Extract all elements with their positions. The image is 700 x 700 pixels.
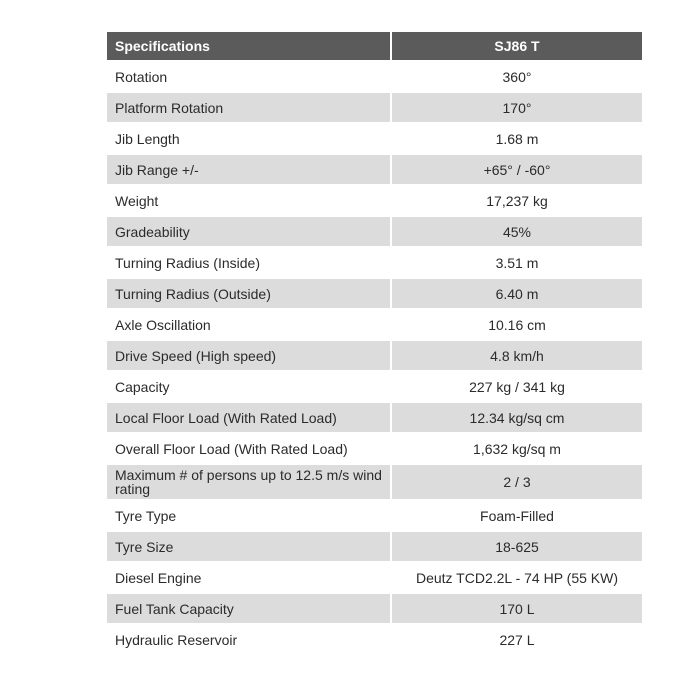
specifications-table xyxy=(105,30,644,656)
specifications-header: Specifications xyxy=(107,32,390,60)
table-row xyxy=(107,372,642,401)
spec-label: Axle Oscillation xyxy=(115,316,211,333)
table-row xyxy=(107,434,642,463)
table-row xyxy=(107,465,642,499)
spec-value: +65° / -60° xyxy=(392,155,642,184)
spec-label: Tyre Size xyxy=(107,532,390,561)
spec-label: Diesel Engine xyxy=(115,569,202,586)
table-row xyxy=(107,532,642,561)
table-header-row xyxy=(107,32,642,60)
table-row xyxy=(107,594,642,623)
spec-label: Maximum # of persons up to 12.5 m/s wind rating xyxy=(107,465,390,499)
table-row xyxy=(107,186,642,215)
spec-label: Local Floor Load (With Rated Load) xyxy=(107,403,390,432)
spec-value: 1,632 kg/sq m xyxy=(473,440,561,457)
spec-value: 18-625 xyxy=(392,532,642,561)
spec-value: Deutz TCD2.2L - 74 HP (55 KW) xyxy=(415,569,619,586)
spec-label: Overall Floor Load (With Rated Load) xyxy=(115,440,348,457)
spec-value: 227 L xyxy=(499,631,535,648)
table-row xyxy=(107,155,642,184)
spec-label: Weight xyxy=(115,192,159,209)
spec-value: 4.8 km/h xyxy=(392,341,642,370)
table-row xyxy=(107,563,642,592)
spec-value: Foam-Filled xyxy=(480,507,554,524)
spec-label: Rotation xyxy=(115,68,168,85)
spec-label: Jib Range +/- xyxy=(107,155,390,184)
spec-label: Drive Speed (High speed) xyxy=(107,341,390,370)
spec-label: Platform Rotation xyxy=(107,93,390,122)
table-row xyxy=(107,93,642,122)
spec-label: Jib Length xyxy=(115,130,180,147)
spec-label: Tyre Type xyxy=(115,507,177,524)
table-row xyxy=(107,248,642,277)
spec-value: 360° xyxy=(502,68,532,85)
table-row xyxy=(107,310,642,339)
spec-label: Hydraulic Reservoir xyxy=(115,631,238,648)
spec-value: 227 kg / 341 kg xyxy=(469,378,565,395)
table-row xyxy=(107,124,642,153)
spec-value: 17,237 kg xyxy=(486,192,548,209)
table-row xyxy=(107,625,642,654)
spec-value: 10.16 cm xyxy=(488,316,546,333)
table-row xyxy=(107,403,642,432)
spec-value: 2 / 3 xyxy=(392,465,642,499)
table-row xyxy=(107,217,642,246)
model-header: SJ86 T xyxy=(392,32,642,60)
spec-value: 12.34 kg/sq cm xyxy=(392,403,642,432)
spec-label: Gradeability xyxy=(107,217,390,246)
spec-value: 45% xyxy=(392,217,642,246)
spec-value: 6.40 m xyxy=(392,279,642,308)
table-row xyxy=(107,341,642,370)
spec-label: Capacity xyxy=(115,378,170,395)
spec-value: 1.68 m xyxy=(495,130,539,147)
table-row xyxy=(107,501,642,530)
spec-value: 170° xyxy=(392,93,642,122)
spec-label: Turning Radius (Outside) xyxy=(107,279,390,308)
table-row xyxy=(107,279,642,308)
spec-value: 3.51 m xyxy=(495,254,539,271)
spec-value: 170 L xyxy=(392,594,642,623)
spec-label: Fuel Tank Capacity xyxy=(107,594,390,623)
spec-label: Turning Radius (Inside) xyxy=(115,254,260,271)
table-row xyxy=(107,62,642,91)
